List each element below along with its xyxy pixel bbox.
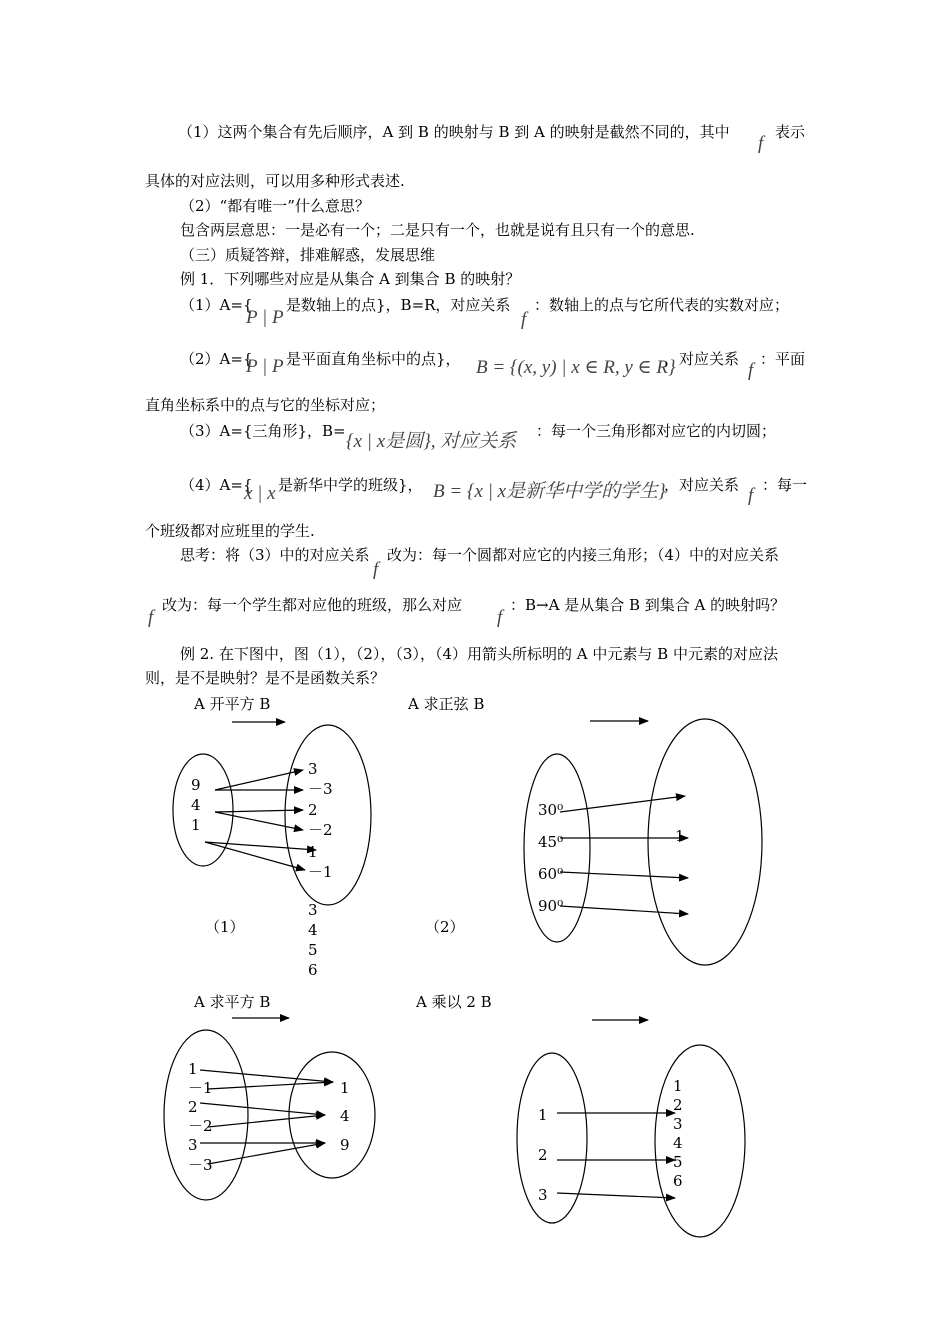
d3-a-1: 1 [188, 1060, 198, 1078]
f-symbol: f [758, 133, 764, 154]
d3-a-2: 2 [188, 1098, 198, 1116]
d3-a-neg2: －2 [188, 1117, 213, 1135]
ex1-item1-math: P | P [246, 307, 284, 328]
d1-b-1: 1 [308, 843, 318, 861]
ex1-item1-c: ：数轴上的点与它所代表的实数对应； [534, 296, 790, 314]
d1-set-b [285, 725, 371, 905]
d1-a-1: 1 [191, 816, 201, 834]
ex1-item3-math: {x | x是圆}, 对应关系 [346, 431, 517, 452]
ex1-item4-line2: 个班级都对应班里的学生. [145, 522, 315, 540]
section-3-heading: （三）质疑答辩，排难解惑，发展思维 [180, 246, 436, 264]
d1-a-9: 9 [191, 776, 201, 794]
f-symbol: f [373, 559, 379, 580]
d4-set-a [517, 1053, 587, 1223]
ex1-item1-b: 是数轴上的点}，B=R，对应关系 [286, 296, 511, 314]
d4-a-1: 1 [538, 1106, 548, 1124]
d3-set-a [164, 1030, 248, 1200]
diagram2-caption: （2） [425, 918, 465, 936]
d1-b-2: 2 [308, 801, 318, 819]
d2-a-90: 90⁰ [538, 897, 564, 915]
example2-line1: 例 2. 在下图中，图（1），（2），（3），（4）用箭头所标明的 A 中元素与 B 中元素的对应法 [180, 645, 778, 663]
d4-b-6: 6 [673, 1172, 683, 1190]
f-symbol: f [148, 607, 154, 628]
d1-b-neg3: －3 [308, 780, 333, 798]
ex1-item4-math2: B = {x | x是新华中学的学生} [433, 481, 666, 502]
ex1-item1-a: （1）A={ [180, 296, 253, 314]
ex1-item3-b: ：每一个三角形都对应它的内切圆； [536, 422, 777, 440]
para1-line1: （1）这两个集合有先后顺序，A 到 B 的映射与 B 到 A 的映射是截然不同的，其中 [178, 123, 730, 141]
ex1-item4-c: ，对应关系 [664, 476, 740, 494]
d4-a-2: 2 [538, 1146, 548, 1164]
ex1-item2-b: 是平面直角坐标中的点}， [286, 350, 461, 368]
d1-extra-3: 3 [308, 901, 318, 919]
d3-b-4: 4 [340, 1107, 350, 1125]
ex1-item2-math1: P | P [246, 356, 284, 377]
ex1-item4-d: ：每一 [762, 476, 808, 494]
ex1-item4-math1: x | x [244, 483, 276, 504]
question-2-answer: 包含两层意思：一是必有一个；二是只有一个，也就是说有且只有一个的意思. [180, 221, 695, 239]
think-c: 改为：每一个学生都对应他的班级，那么对应 [162, 596, 463, 614]
ex1-item2-d: ：平面 [760, 350, 806, 368]
d4-b-3: 3 [673, 1115, 683, 1133]
example1-title: 例 1．下列哪些对应是从集合 A 到集合 B 的映射？ [180, 270, 521, 288]
think-b: 改为：每一个圆都对应它的内接三角形；（4）中的对应关系 [387, 546, 780, 564]
d2-a-45: 45⁰ [538, 833, 564, 851]
d4-b-4: 4 [673, 1134, 683, 1152]
d1-extra-5: 5 [308, 941, 318, 959]
d4-b-1: 1 [673, 1077, 683, 1095]
f-symbol: f [748, 485, 754, 506]
d2-set-a [524, 754, 590, 942]
d3-a-neg1: －1 [188, 1079, 213, 1097]
ex1-item4-b: 是新华中学的班级}， [278, 476, 423, 494]
think-d: ：B→A 是从集合 B 到集合 A 的映射吗？ [510, 596, 786, 614]
d4-set-b [655, 1045, 745, 1237]
diagram3-header: A 求平方 B [194, 993, 271, 1011]
ex1-item2-a: （2）A={ [180, 350, 253, 368]
f-symbol: f [748, 360, 754, 381]
d2-set-b [648, 719, 762, 965]
diagram2-header: A 求正弦 B [408, 695, 485, 713]
d1-set-a [173, 754, 233, 866]
d4-a-3: 3 [538, 1186, 548, 1204]
d1-b-neg1: －1 [308, 863, 333, 881]
d4-b-5: 5 [673, 1153, 683, 1171]
d3-a-neg3: －3 [188, 1156, 213, 1174]
think-a: 思考：将（3）中的对应关系 [180, 546, 370, 564]
ex1-item4-a: （4）A={ [180, 476, 253, 494]
d3-b-9: 9 [340, 1136, 350, 1154]
para1-tail: 表示 [775, 123, 806, 141]
ex1-item2-line2: 直角坐标系中的点与它的坐标对应； [145, 396, 386, 414]
d1-b-neg2: －2 [308, 821, 333, 839]
d3-a-3: 3 [188, 1136, 198, 1154]
diagram1-caption: （1） [205, 918, 245, 936]
d4-b-2: 2 [673, 1096, 683, 1114]
d1-extra-4: 4 [308, 921, 318, 939]
d2-a-60: 60⁰ [538, 865, 564, 883]
d3-set-b [289, 1052, 375, 1178]
d2-b-1: 1 [675, 827, 685, 845]
f-symbol: f [521, 309, 527, 330]
example2-line2: 则，是不是映射？是不是函数关系？ [145, 669, 386, 687]
d2-a-30: 30⁰ [538, 801, 564, 819]
f-symbol: f [497, 607, 503, 628]
d1-a-4: 4 [191, 796, 201, 814]
d3-b-1: 1 [340, 1079, 350, 1097]
d1-extra-6: 6 [308, 961, 318, 979]
diagram1-header: A 开平方 B [194, 695, 271, 713]
diagram4-header: A 乘以 2 B [416, 993, 492, 1011]
d1-b-3: 3 [308, 760, 318, 778]
para1-line2: 具体的对应法则，可以用多种形式表述. [145, 172, 405, 190]
question-2: （2）“都有唯一”什么意思？ [180, 197, 370, 215]
ex1-item3-a: （3）A={三角形}，B= [180, 422, 346, 440]
ex1-item2-c: ，对应关系 [664, 350, 740, 368]
ex1-item2-math2: B = {(x, y) | x ∈ R, y ∈ R} [476, 357, 676, 378]
